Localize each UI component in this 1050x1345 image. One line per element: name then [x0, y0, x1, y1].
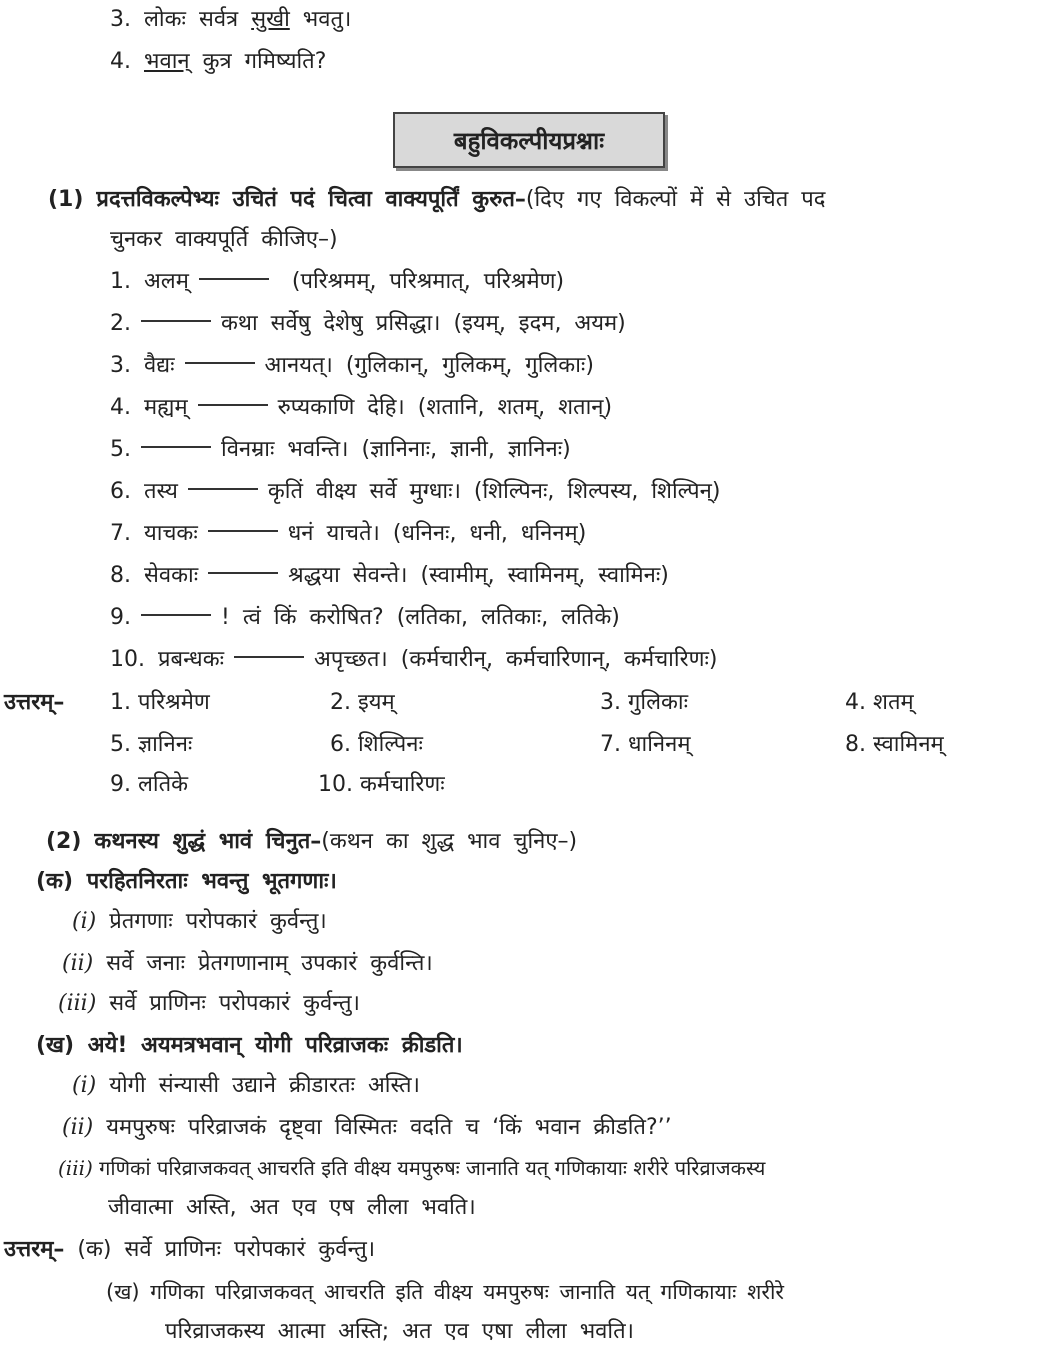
- post: रुप्यकाणि देहि।: [277, 395, 405, 420]
- answer: 3. गुलिकाः: [600, 690, 689, 715]
- q2-ka: [36, 867, 337, 897]
- q1-heading: [48, 185, 1048, 215]
- options: (परिश्रमम्, परिश्रमात्, परिश्रमेण): [291, 269, 565, 294]
- blank: [208, 572, 278, 574]
- item: [110, 519, 586, 549]
- top-line-4: [110, 47, 326, 77]
- q1-hindi-cont: चुनकर वाक्यपूर्ति कीजिए–): [110, 227, 338, 252]
- text: परहितनिरताः भवन्तु भूतगणाः।: [86, 869, 337, 894]
- text: सर्वे प्राणिनः परोपकारं कुर्वन्तु।: [109, 991, 360, 1016]
- option: [58, 989, 360, 1019]
- num: 7.: [110, 521, 131, 546]
- option: [72, 1071, 420, 1101]
- options: (शतानि, शतम्, शतान्): [417, 395, 613, 420]
- answer: 5. ज्ञानिनः: [110, 732, 193, 757]
- post: आनयत्।: [264, 353, 333, 378]
- answer: 1. परिश्रमेण: [110, 690, 210, 715]
- text: सर्वे जनाः प्रेतगणानाम् उपकारं कुर्वन्ति।: [106, 951, 433, 976]
- post: अपृच्छत।: [314, 647, 388, 672]
- num: (ii): [62, 1115, 94, 1140]
- blank: [141, 320, 211, 322]
- pre: प्रबन्धकः: [158, 647, 225, 672]
- q2-answer-kha: [106, 1277, 784, 1307]
- num: 4.: [110, 49, 131, 74]
- q2-answer-ka: [4, 1235, 375, 1265]
- blank: [188, 488, 258, 490]
- blank: [234, 656, 304, 658]
- options: (शिल्पिनः, शिल्पस्य, शिल्पिन्): [473, 479, 721, 504]
- pre: सेवकाः: [144, 563, 199, 588]
- answer-label: उत्तरम्–: [4, 690, 65, 715]
- option: [58, 1153, 765, 1183]
- options: (लतिका, लतिकाः, लतिके): [396, 605, 620, 630]
- answer: 2. इयम्: [330, 690, 395, 715]
- section-title: बहुविकल्पीयप्रश्नाः: [393, 112, 665, 168]
- text: कुत्र गमिष्यति?: [202, 49, 327, 74]
- num: 6.: [110, 479, 131, 504]
- text: गणिका परिव्राजकवत् आचरति इति वीक्ष्य यमपुरुषः जानाति यत् गणिकायाः शरीरे: [150, 1280, 784, 1304]
- options: (धनिनः, धनी, धनिनम्): [392, 521, 587, 546]
- text: भवतु।: [302, 7, 352, 32]
- pre: मह्यम्: [144, 395, 188, 420]
- answer-cont: परिव्राजकस्य आत्मा अस्ति; अत एव एषा लीला भवति।: [165, 1319, 634, 1344]
- label: (ख): [36, 1033, 75, 1058]
- answer: 4. शतम्: [845, 690, 914, 715]
- num: (iii): [58, 991, 97, 1016]
- q-label: (1): [48, 187, 84, 212]
- text: प्रेतगणाः परोपकारं कुर्वन्तु।: [109, 909, 327, 934]
- post: विनम्राः भवन्ति।: [221, 437, 349, 462]
- blank: [185, 362, 255, 364]
- pre: तस्य: [144, 479, 178, 504]
- options: (इयम्, इदम, अयम): [453, 311, 626, 336]
- num: 5.: [110, 437, 131, 462]
- text: सर्वे प्राणिनः परोपकारं कुर्वन्तु।: [124, 1237, 376, 1262]
- option: [72, 907, 327, 937]
- answer-label: उत्तरम्–: [4, 1237, 65, 1262]
- num: 9.: [110, 605, 131, 630]
- underlined-word: भवान्: [144, 49, 190, 74]
- blank: [208, 530, 278, 532]
- post: कृतिं वीक्ष्य सर्वे मुग्धाः।: [267, 479, 461, 504]
- q-heading-text: कथनस्य शुद्धं भावं चिनुत–: [94, 829, 322, 854]
- text: यमपुरुषः परिव्राजकं दृष्ट्वा विस्मितः वदति च ‘किं भवान क्रीडति?’’: [106, 1115, 672, 1140]
- answer: 9. लतिके: [110, 772, 189, 797]
- num: 3.: [110, 353, 131, 378]
- options: (स्वामीम्, स्वामिनम्, स्वामिनः): [420, 563, 669, 588]
- num: (ख): [106, 1280, 140, 1304]
- num: 8.: [110, 563, 131, 588]
- blank: [141, 614, 211, 616]
- pre: वैद्यः: [144, 353, 175, 378]
- option-cont: जीवात्मा अस्ति, अत एव एष लीला भवति।: [108, 1195, 476, 1220]
- blank: [141, 446, 211, 448]
- pre: अलम्: [144, 269, 189, 294]
- text: गणिकां परिव्राजकवत् आचरति इति वीक्ष्य यमपुरुषः जानाति यत् गणिकायाः शरीरे परिव्राजकस्य: [99, 1156, 766, 1180]
- q2-heading: [46, 827, 577, 857]
- option: [62, 1113, 672, 1143]
- num: (क): [77, 1237, 112, 1262]
- post: श्रद्धया सेवन्ते।: [288, 563, 408, 588]
- q-label: (2): [46, 829, 82, 854]
- num: (i): [72, 909, 97, 934]
- item: [110, 477, 720, 507]
- option: [62, 949, 433, 979]
- item: [110, 351, 594, 381]
- text: अये! अयमत्रभवान् योगी परिव्राजकः क्रीडति।: [87, 1033, 463, 1058]
- options: (ज्ञानिनाः, ज्ञानी, ज्ञानिनः): [361, 437, 571, 462]
- answer: 6. शिल्पिनः: [330, 732, 423, 757]
- blank: [199, 278, 269, 280]
- pre: याचकः: [144, 521, 198, 546]
- num: 10.: [110, 647, 145, 672]
- top-line-3: [110, 5, 351, 35]
- item: [110, 645, 718, 675]
- num: (i): [72, 1073, 97, 1098]
- q-heading-text: प्रदत्तविकल्पेभ्यः उचितं पदं चित्वा वाक्यपूर्तिं कुरुत–: [96, 187, 526, 212]
- item: [110, 267, 564, 297]
- answer: 8. स्वामिनम्: [845, 732, 944, 757]
- label: (क): [36, 869, 74, 894]
- q2-kha: [36, 1031, 463, 1061]
- q-hindi: (दिए गए विकल्पों में से उचित पद: [525, 187, 826, 212]
- options: (कर्मचारीन्, कर्मचारिणान्, कर्मचारिणः): [400, 647, 718, 672]
- options: (गुलिकान्, गुलिकम्, गुलिकाः): [345, 353, 594, 378]
- num: (iii): [58, 1156, 93, 1180]
- text: लोकः सर्वत्र: [144, 7, 239, 32]
- item: [110, 393, 612, 423]
- item: [110, 309, 626, 339]
- q-hindi: (कथन का शुद्ध भाव चुनिए–): [321, 829, 578, 854]
- item: [110, 561, 669, 591]
- item: [110, 603, 620, 633]
- answer: 7. धानिनम्: [600, 732, 691, 757]
- num: 4.: [110, 395, 131, 420]
- blank: [198, 404, 268, 406]
- num: 2.: [110, 311, 131, 336]
- item: [110, 435, 571, 465]
- post: कथा सर्वेषु देशेषु प्रसिद्धा।: [221, 311, 441, 336]
- post: ! त्वं किं करोषित?: [221, 605, 384, 630]
- answer: 10. कर्मचारिणः: [318, 772, 445, 797]
- underlined-word: सुखी: [251, 7, 290, 32]
- num: 3.: [110, 7, 131, 32]
- post: धनं याचते।: [287, 521, 380, 546]
- num: 1.: [110, 269, 131, 294]
- num: (ii): [62, 951, 94, 976]
- text: योगी संन्यासी उद्याने क्रीडारतः अस्ति।: [109, 1073, 420, 1098]
